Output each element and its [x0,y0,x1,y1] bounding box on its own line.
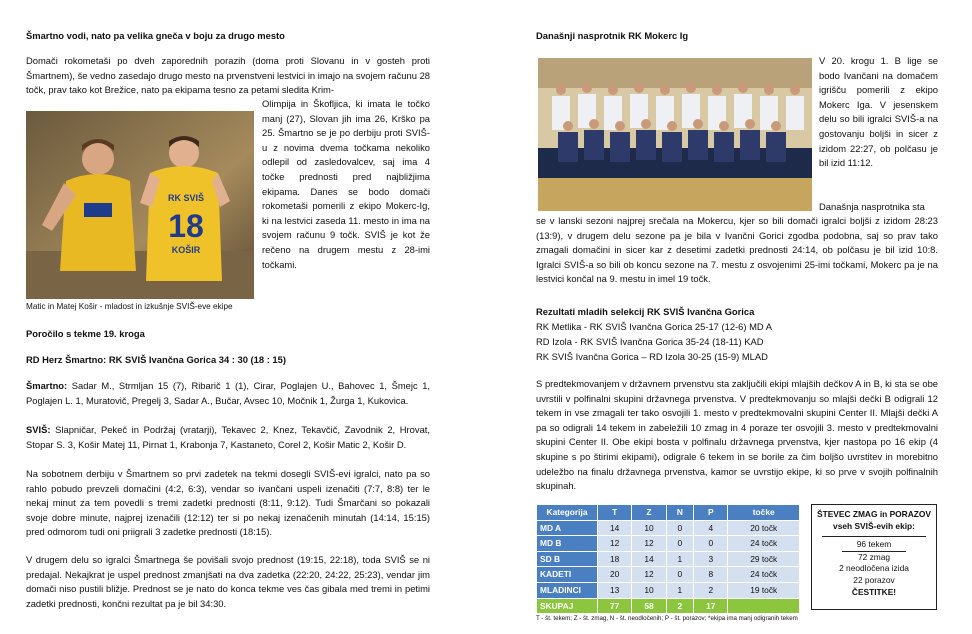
svis-label: SVIŠ: [26,424,51,435]
svis-players: Slapničar, Pekeč in Podržaj (vratarji), Tekavec 2, Knez, Tekavčič, Zavodnik 2, Hrovat, Stopar S. 3, Košir Matej 11, Pirnat 1, Krabonja 7, Kastaneto, Corel 2, Košir Matic 2, Košir D. [26,424,430,450]
table-cell: 29 točk [728,551,800,567]
article-title: Šmartno vodi, nato pa velika gneča v boju za drugo mesto [26,30,285,41]
table-cell: 18 [598,551,632,567]
table-cell: 14 [632,551,666,567]
smartno-label: Šmartno: [26,380,68,391]
table-cell: 1 [666,582,693,598]
win-loss-counter [811,504,937,610]
table-cell: 12 [632,567,666,583]
counter-divider [822,536,926,537]
table-cell: 20 [598,567,632,583]
table-header: točke [728,505,800,521]
result-line-1: RK Metlika - RK SVIŠ Ivančna Gorica 25-17 (12-6) MD A [536,321,773,332]
intro-paragraph-wrap: Olimpija in Škofljica, ki imata le točko manj (27), Slovan jih ima 26, Krško pa 25. Šmartno se je po derbiju proti SVIŠ-u z novima dvema točkama nekoliko odlepil od zasledovalcev, saj ima 4 točke prednosti pred najbližjima ekipama. Danes se bodo domači rokometaši pomerili z ekipo Mokerc-Ig, ki na lestvici zaseda 11. mesto in ima na svojem računu 9 točk. SVIŠ je kot že rečeno na drugem mestu z 28-imi točkami. [262,98,430,270]
counter-losses: 22 porazov [853,574,895,585]
table-cell: 0 [666,536,693,552]
table-header: Z [632,505,666,521]
table-cell: 4 [694,520,728,536]
table-row [537,551,800,567]
counter-wins: 72 zmag [857,551,891,562]
youth-paragraph: S predtekmovanjem v državnem prvenstvu sta zaključili ekipi mlajših dečkov A in B, ki sta se obe uvrstili v polfinalni skupini državnega prvenstva. V predtekmovanju so mlajši dečki B odigrali 12 tekem in vse zmagali ter tako osvojili 1. mesto v predtekmovalni skupini Center II. Mlajši dečki A pa so odigrali 14 tekem in zabeležili 10 zmag in 4 poraze ter osvojili 3. mesto v predtekmovalni skupini Center II. Obe ekipi bosta v polfinalu državnega prvenstva, kjer nastopa po 16 ekip (4 skupine s po štirimi ekipami), odigrale 6 tekem in se borile za čim boljšo uvrstitev in morebitno udeležbo na finalu državnega prvenstva, kamor se uvrstijo ekipe, ki so prve v svojih polfinalnih skupinah. [536,378,938,492]
table-cell: 13 [598,582,632,598]
mokerc-team-photo [538,58,812,211]
team-photo-kosir [26,111,254,299]
table-cell: 12 [632,536,666,552]
table-header: N [666,505,693,521]
table-cell: 20 točk [728,520,800,536]
counter-draws: 2 neodločena izida [839,563,909,574]
opponent-intro-2: Današnja nasprotnika sta [819,201,925,212]
table-cell: 2 [666,598,693,614]
table-cell: 0 [666,567,693,583]
table-cell: 19 točk [728,582,800,598]
table-cell: 10 [632,520,666,536]
report-title: Poročilo s tekme 19. kroga [26,328,145,339]
svis-lineup [26,423,430,452]
result-line-3: RK SVIŠ Ivančna Gorica – RD Izola 30-25 (15-9) MLAD [536,351,768,362]
table-header: T [598,505,632,521]
table-cell: MLADINCI [537,582,598,598]
table-row [537,582,800,598]
counter-congrats: ČESTITKE! [851,586,897,597]
table-header: P [694,505,728,521]
table-cell: 58 [632,598,666,614]
table-cell: 24 točk [728,567,800,583]
table-header-row [537,505,800,521]
table-cell: 14 [598,520,632,536]
table-row [537,567,800,583]
table-cell: 3 [694,551,728,567]
table-cell: 8 [694,567,728,583]
report-paragraph-1: Na sobotnem derbiju v Šmartnem so prvi zadetek na tekmi dosegli SVIŠ-evi igralci, nato pa so rahlo pobudo prevzeli domačini (4:2, 6:3), vendar so ivančani uspeli izenačiti (7:7, 8:8) ter le nekaj minut za tem povedli s tremi zadetki prednosti (8:11, 9:12). Tudi Šmarčani so pokazali svoje dobre minute, najprej izenačili (12:12) ter si po nekaj izenačenih minutah (14:14, 15:15) pred odmorom tudi oni priigrali 3 zadetke prednosti (18:15). [26,468,430,538]
table-cell: 17 [694,598,728,614]
table-cell: SKUPAJ [537,598,598,614]
counter-title: ŠTEVEC ZMAG in PORAZOV vseh SVIŠ-evih ekip: [817,509,931,531]
table-cell: KADETI [537,567,598,583]
counter-games: 96 tekem [856,539,892,550]
opponent-paragraph: se v lanski sezoni najprej srečala na Mokercu, kjer so bili domači igralci boljši z izidom 28:23 (13:9), v drugem delu sezone pa je bila v Ivančni Gorici zgodba podobna, saj so prav tako zmagali domačini in sicer kar z desetimi zadetki prednosti 24:14, ob polčasu je bil izid 10:8. Igralci SVIŠ-a so bili ob koncu sezone na 7. mestu z osvojenimi 25-imi točkami, Mokerc pa je na lestvici končal na 9. mestu in imel 19 točk. [536,215,938,285]
report-paragraph-2: V drugem delu so igralci Šmartnega še povišali svojo prednost (19:15, 22:18), toda SVIŠ se ni predajal. Nekajkrat je uspel prednost zmanjšati na dva zadetka (22:20, 24:22, 25:23), vendar jim domači niso pustili bližje. Prednost se je nato do konca tekme ves čas gibala med tremi in petimi zadetki prednosti, končni rezultat pa je bil 34:30. [26,554,430,609]
stats-table [536,504,800,614]
table-cell: MD A [537,520,598,536]
table-cell: 12 [598,536,632,552]
table-cell: 77 [598,598,632,614]
table-cell: 24 točk [728,536,800,552]
table-cell: MD B [537,536,598,552]
table-row [537,536,800,552]
table-cell: 1 [666,551,693,567]
table-cell: 0 [694,536,728,552]
opponent-intro: V 20. krogu 1. B lige se bodo Ivančani na domačem igrišču pomerili z ekipo Mokerc Iga. V jesenskem delu so bili igralci SVIŠ-a na gostovanju boljši in sicer z izidom 22:27, ob polčasu je bil izid 11:12. [819,55,938,169]
photo-caption: Matic in Matej Košir - mladost in izkušnje SVIŠ-eve ekipe [26,302,233,311]
jersey-number-text: 18 [168,208,204,244]
jersey-team-text: RK SVIŠ [167,193,205,203]
result-line-2: RD Izola - RK SVIŠ Ivančna Gorica 35-24 (18-11) KAD [536,336,764,347]
smartno-lineup [26,379,430,408]
table-cell: 2 [694,582,728,598]
jersey-name-text: KOŠIR [171,245,201,255]
table-cell: SD B [537,551,598,567]
table-cell: 0 [666,520,693,536]
match-line: RD Herz Šmartno: RK SVIŠ Ivančna Gorica 34 : 30 (18 : 15) [26,354,286,365]
table-legend: T - št. tekem; Z - št. zmag, N - št. neodločenih; P - št. porazov; *ekipa ima manj odigranih tekem [536,615,798,622]
table-header: Kategorija [537,505,598,521]
intro-paragraph: Domači rokometaši po dveh zaporednih porazih (doma proti Slovanu in v gosteh proti Šmartnem), še vedno zasedajo drugo mesto na prvenstveni lestvici in imajo na svojem računu 28 točk, prav tako kot Brežice, nato pa ekipama tesno za petami sledita Krim- [26,55,430,96]
smartno-players: Sadar M., Strmljan 15 (7), Ribarič 1 (1), Cirar, Poglajen U., Bahovec 1, Šmejc 1, Poglajen L. 1, Muratovič, Pregelj 3, Sadar A., Bučar, Avsec 10, Močnik 1, Žurga 1, Kukovica. [26,380,431,406]
table-row [537,520,800,536]
table-cell: 10 [632,582,666,598]
results-title: Rezultati mladih selekcij RK SVIŠ Ivančna Gorica [536,306,755,317]
opponent-title: Današnji nasprotnik RK Mokerc Ig [536,30,689,41]
